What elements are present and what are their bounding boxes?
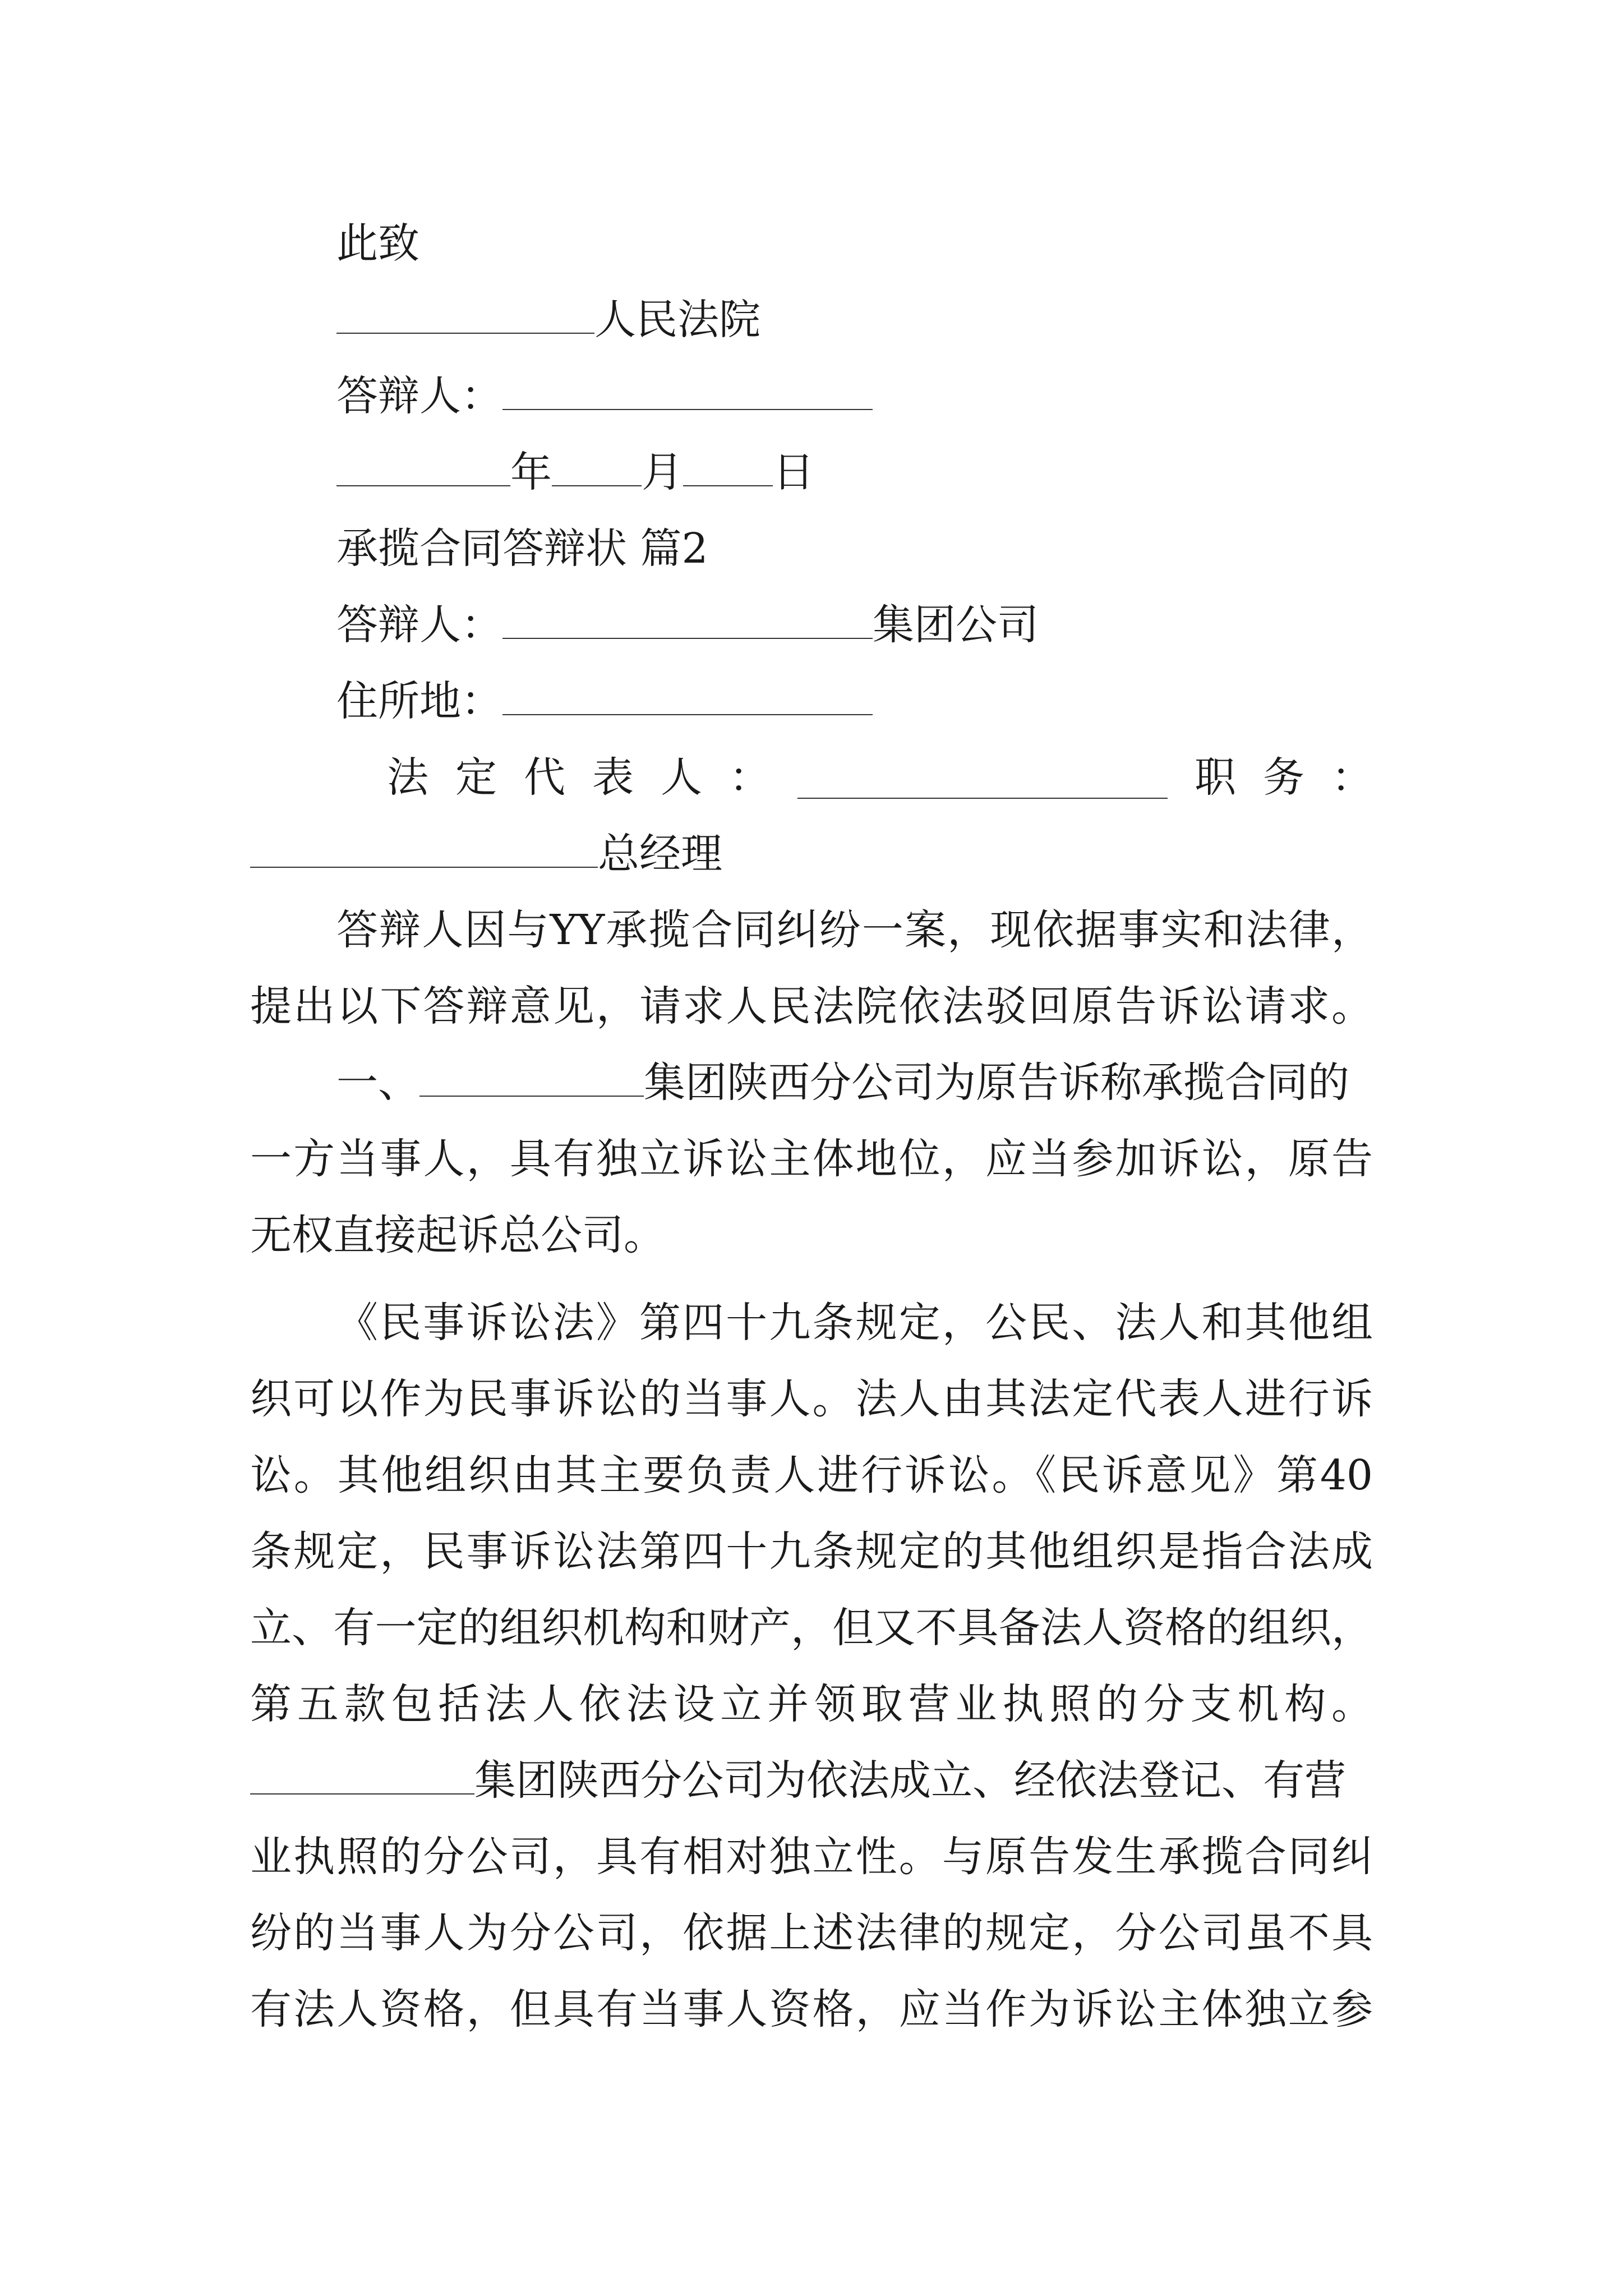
paragraph-3-line-4: 条规定，民事诉讼法第四十九条规定的其他组织是指合法成 <box>250 1527 1373 1576</box>
respondent-name-blank <box>502 596 873 639</box>
paragraph-4-line-3: 纷的当事人为分公司，依据上述法律的规定，分公司虽不具 <box>250 1909 1373 1957</box>
respondent-line: 答辩人： 集团公司 <box>336 587 1373 663</box>
closing-respondent: 答辩人： <box>336 358 1373 434</box>
address-blank <box>502 673 873 715</box>
closing-date: 年 月 日 <box>336 434 1373 510</box>
paragraph-2-line-1: 一、 集团陕西分公司为原告诉称承揽合同的 <box>336 1045 1373 1121</box>
day-blank <box>683 444 773 486</box>
paragraph-3-line-5: 立、有一定的组织机构和财产，但又不具备法人资格的组织， <box>250 1604 1373 1652</box>
paragraph-3-line-1: 《民事诉讼法》第四十九条规定，公民、法人和其他组 <box>336 1299 1373 1347</box>
paragraph-4-line-2: 业执照的分公司，具有相对独立性。与原告发生承揽合同纠 <box>250 1833 1373 1881</box>
company-name-blank-2 <box>250 1752 474 1795</box>
paragraph-3-line-6: 第五款包括法人依法设立并领取营业执照的分支机构。 <box>250 1680 1373 1728</box>
paragraph-1-line-1: 答辩人因与YY承揽合同纠纷一案，现依据事实和法律， <box>336 906 1373 954</box>
closing-court: 人民法院 <box>336 282 1373 358</box>
paragraph-4-line-4: 有法人资格，但具有当事人资格，应当作为诉讼主体独立参 <box>250 1985 1373 2033</box>
section-title: 承揽合同答辩状 篇2 <box>336 524 708 573</box>
respondent-signature-blank <box>502 367 873 410</box>
paragraph-4-line-1: 集团陕西分公司为依法成立、经依法登记、有营 <box>250 1742 1373 1819</box>
position-blank <box>250 825 598 868</box>
paragraph-2-line-3: 无权直接起诉总公司。 <box>250 1211 665 1259</box>
paragraph-1-line-2: 提出以下答辩意见，请求人民法院依法驳回原告诉讼请求。 <box>250 982 1373 1030</box>
position-line: 总经理 <box>250 816 1373 892</box>
address-line: 住所地： <box>336 663 1373 739</box>
legal-rep-blank <box>797 756 1168 799</box>
paragraph-3-line-2: 织可以作为民事诉讼的当事人。法人由其法定代表人进行诉 <box>250 1375 1373 1423</box>
paragraph-3-line-3: 讼。其他组织由其主要负责人进行诉讼。《民诉意见》第40 <box>250 1451 1373 1499</box>
month-blank <box>552 444 642 486</box>
year-blank <box>336 444 510 486</box>
closing-cizhi: 此致 <box>336 219 419 268</box>
court-name-blank <box>336 291 594 334</box>
company-name-blank <box>419 1054 644 1097</box>
paragraph-2-line-2: 一方当事人，具有独立诉讼主体地位，应当参加诉讼，原告 <box>250 1135 1373 1183</box>
legal-rep-line: 法 定 代 表 人 ： 职 务 ： <box>387 753 1373 802</box>
